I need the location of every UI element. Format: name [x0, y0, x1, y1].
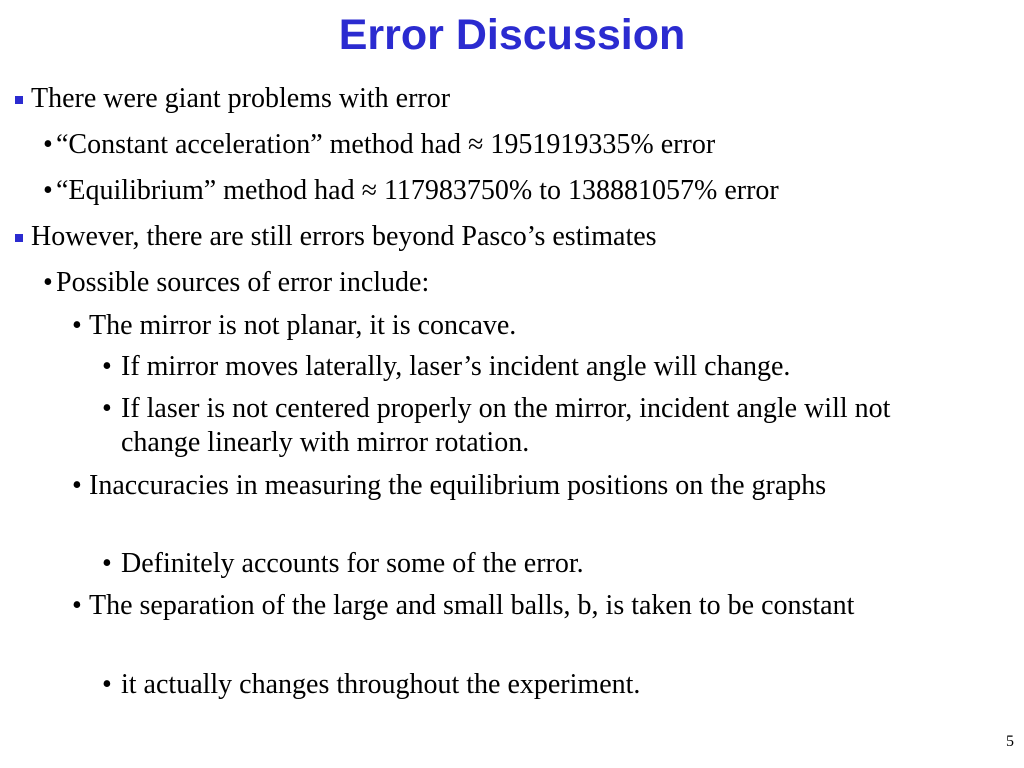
slide-title: Error Discussion	[338, 11, 686, 59]
list-item-text: If laser is not centered properly on the mirror, incident angle will not change linearly with mirror rotation.	[121, 393, 891, 458]
list-item-text: The mirror is not planar, it is concave.	[89, 310, 517, 341]
bullet-marker: •	[102, 351, 112, 382]
bullet-marker: •	[43, 175, 53, 206]
square-bullet-icon	[15, 234, 23, 242]
list-item-text: However, there are still errors beyond Pasco’s estimates	[31, 221, 657, 252]
bullet-marker: •	[102, 669, 112, 700]
square-bullet-icon	[15, 96, 23, 104]
page-number: 5	[1006, 733, 1014, 750]
list-item-text: Inaccuracies in measuring the equilibrium positions on the graphs	[89, 470, 827, 501]
bullet-marker: •	[102, 393, 112, 424]
list-item-text: The separation of the large and small balls, b, is taken to be constant	[89, 590, 855, 621]
list-item-text: Possible sources of error include:	[56, 267, 430, 298]
list-item-text: “Equilibrium” method had ≈ 117983750% to 138881057% error	[56, 175, 779, 206]
list-item-text: “Constant acceleration” method had ≈ 1951919335% error	[56, 129, 716, 160]
bullet-marker: •	[43, 267, 53, 298]
bullet-marker: •	[102, 548, 112, 579]
list-item-text: If mirror moves laterally, laser’s incident angle will change.	[121, 351, 791, 382]
bullet-marker: •	[72, 470, 82, 501]
bullet-marker: •	[43, 129, 53, 160]
list-item-text: There were giant problems with error	[31, 83, 451, 114]
list-item-text: Definitely accounts for some of the error.	[121, 548, 584, 579]
list-item-text: it actually changes throughout the experiment.	[121, 669, 641, 700]
bullet-marker: •	[72, 310, 82, 341]
bullet-marker: •	[72, 590, 82, 621]
